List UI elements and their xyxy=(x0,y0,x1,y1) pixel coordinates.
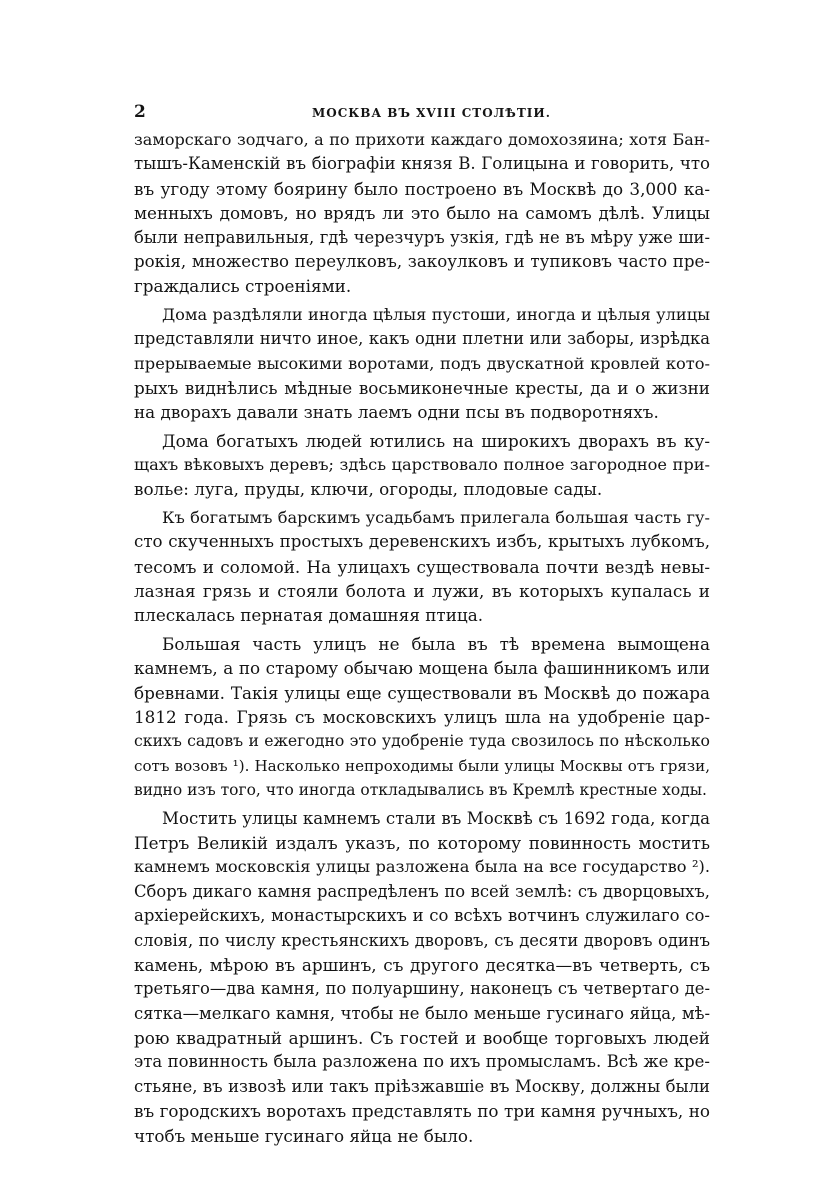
text-line: щахъ вѣковыхъ деревъ; здѣсь царствовало полное загородное при- xyxy=(134,455,710,475)
text-line: рыхъ виднѣлись мѣдные восьмиконечные кресты, да и о жизни xyxy=(134,377,710,398)
book-page xyxy=(134,98,710,1152)
text-line: волье: луга, пруды, ключи, огороды, плодовые сады. xyxy=(134,479,603,500)
text-line: архіерейскихъ, монастырскихъ и со всѣхъ вотчинъ служилаго со- xyxy=(134,906,710,926)
paragraph xyxy=(134,506,710,628)
text-line: рокія, множество переулковъ, закоулковъ и тупиковъ часто пре- xyxy=(134,251,710,271)
text-line: Дома богатыхъ людей ютились на широкихъ дворахъ въ ку- xyxy=(162,430,710,451)
text-line: третьяго—два камня, по полуаршину, наконецъ съ четвертаго де- xyxy=(134,979,710,999)
text-line: бревнами. Такія улицы еще существовали въ Москвѣ до пожара xyxy=(134,682,710,703)
text-line: видно изъ того, что иногда откладывались въ Кремлѣ крестные ходы. xyxy=(134,781,707,800)
text-line: въ угоду этому боярину было построено въ Москвѣ до 3,000 ка- xyxy=(134,178,710,199)
text-line: плескалась пернатая домашняя птица. xyxy=(134,605,484,626)
page-number: 2 xyxy=(134,102,146,122)
text-line: Большая часть улицъ не была въ тѣ времена вымощена xyxy=(162,633,710,654)
text-line: стьяне, въ извозѣ или такъ пріѣзжавшіе въ Москву, должны были xyxy=(134,1076,710,1096)
text-line: прерываемые высокими воротами, подъ двускатной кровлей кото- xyxy=(134,353,710,373)
text-line: въ городскихъ воротахъ представлять по три камня ручныхъ, но xyxy=(134,1101,710,1122)
text-line: Дома раздѣляли иногда цѣлыя пустоши, иногда и цѣлыя улицы xyxy=(162,304,710,324)
text-line: Сборъ дикаго камня распредѣленъ по всей землѣ: съ дворцовыхъ, xyxy=(134,881,710,901)
text-line: Петръ Великій издалъ указъ, по которому повинность мостить xyxy=(134,832,710,853)
text-line: менныхъ домовъ, но врядъ ли это было на самомъ дѣлѣ. Улицы xyxy=(134,203,710,224)
text-line: представляли ничто иное, какъ одни плетни или заборы, изрѣдка xyxy=(134,329,710,349)
text-line: камнемъ, а по старому обычаю мощена была фашинникомъ или xyxy=(134,658,710,679)
text-line: на дворахъ давали знать лаемъ одни псы въ подворотняхъ. xyxy=(134,402,659,423)
paragraph xyxy=(134,128,710,299)
text-line: Мостить улицы камнемъ стали въ Москвѣ съ 1692 года, когда xyxy=(162,808,710,828)
text-line: лазная грязь и стояли болота и лужи, въ которыхъ купалась и xyxy=(134,581,710,602)
text-line: Къ богатымъ барскимъ усадьбамъ прилегала большая часть гу- xyxy=(162,507,710,527)
text-line: тышъ-Каменскій въ біографіи князя В. Голицына и говорить, что xyxy=(134,154,710,174)
page-header xyxy=(134,98,710,128)
text-line: граждались строеніями. xyxy=(134,276,352,297)
text-line: заморскаго зодчаго, а по прихоти каждаго домохозяина; хотя Бан- xyxy=(134,130,710,149)
text-line: 1812 года. Грязь съ московскихъ улицъ шла на удобреніе цар- xyxy=(134,706,710,727)
paragraph xyxy=(134,303,710,425)
body-text xyxy=(134,128,710,1148)
text-line: словія, по числу крестьянскихъ дворовъ, съ десяти дворовъ одинъ xyxy=(134,930,710,950)
text-line: тесомъ и соломой. На улицахъ существовала почти вездѣ невы- xyxy=(134,556,710,577)
text-line: сятка—мелкаго камня, чтобы не было меньше гусинаго яйца, мѣ- xyxy=(134,1003,710,1023)
paragraph xyxy=(134,807,710,1148)
text-line: скихъ садовъ и ежегодно это удобреніе туда свозилось по нѣсколько xyxy=(134,731,710,751)
text-line: рою квадратный аршинъ. Съ гостей и вообще торговыхъ людей xyxy=(134,1028,710,1049)
paragraph xyxy=(134,632,710,803)
text-line: эта повинность была разложена по ихъ промысламъ. Всѣ же кре- xyxy=(134,1052,710,1072)
text-line: сотъ возовъ ¹). Насколько непроходимы были улицы Москвы отъ грязи, xyxy=(134,756,710,775)
running-head: МОСКВА ВЪ XVIII СТОЛѢТІИ. xyxy=(312,106,551,120)
text-line: камень, мѣрою въ аршинъ, съ другого десятка—въ четверть, съ xyxy=(134,954,710,975)
text-line: были неправильныя, гдѣ черезчуръ узкія, гдѣ не въ мѣру уже ши- xyxy=(134,227,710,247)
paragraph xyxy=(134,429,710,502)
text-line: чтобъ меньше гусинаго яйца не было. xyxy=(134,1125,474,1146)
text-line: сто скученныхъ простыхъ деревенскихъ избъ, крытыхъ лубкомъ, xyxy=(134,532,710,552)
text-line: камнемъ московскія улицы разложена была на все государство ²). xyxy=(134,857,710,877)
